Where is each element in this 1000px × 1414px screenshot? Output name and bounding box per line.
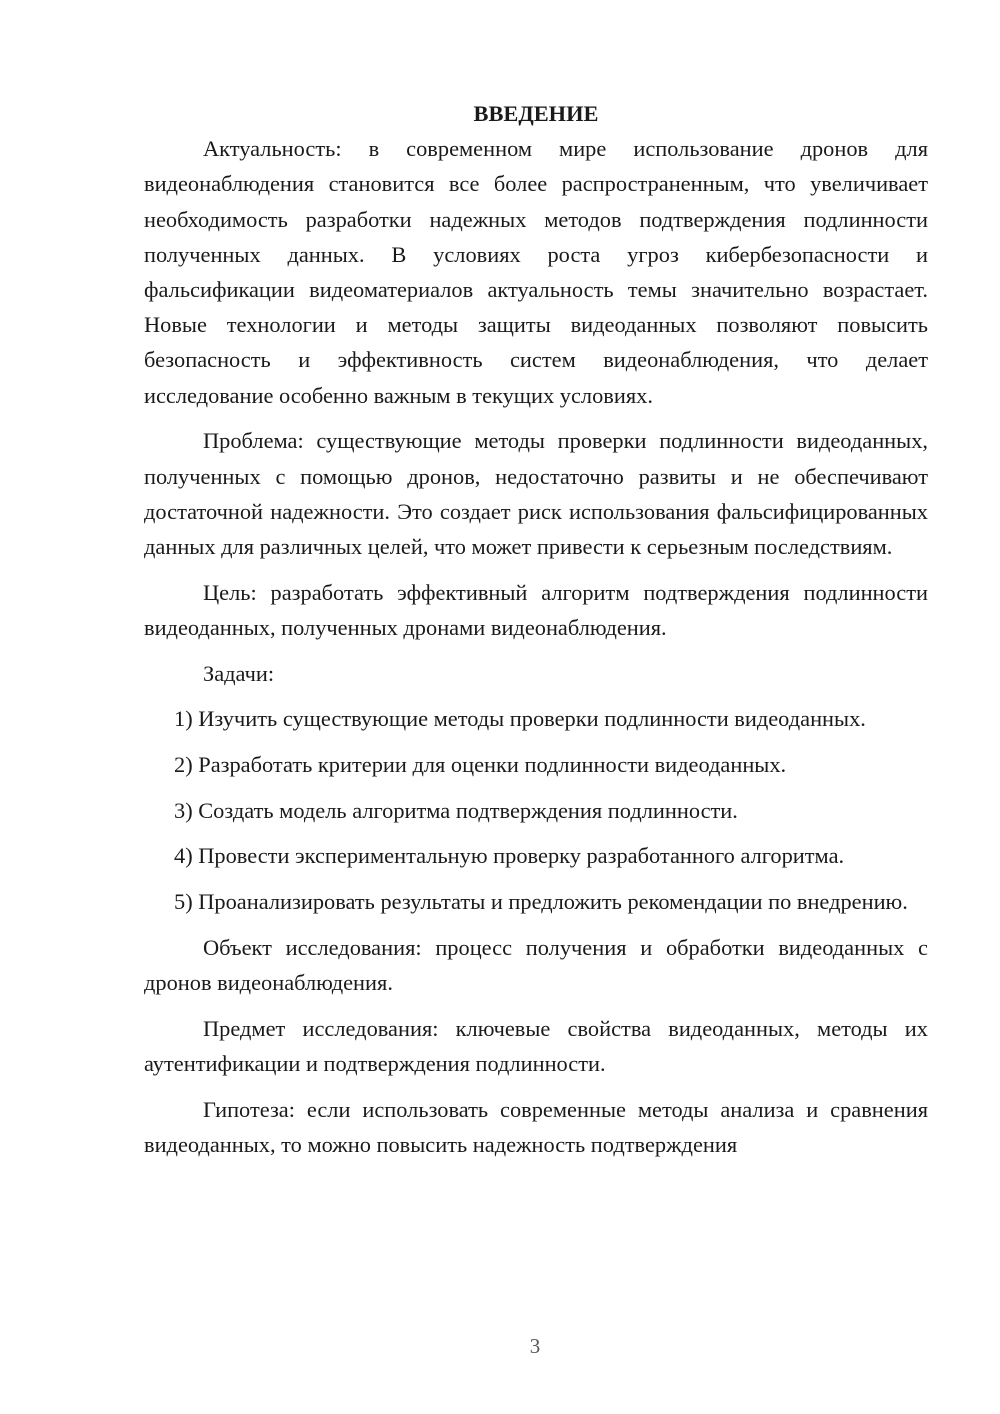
paragraph-object: Объект исследования: процесс получения и обработки видеоданных с дронов видеонаблюдения. [144, 934, 928, 995]
task-item-3: 3) Создать модель алгоритма подтверждения подлинности. [174, 797, 738, 823]
task-item-1: 1) Изучить существующие методы проверки подлинности видеоданных. [174, 706, 866, 732]
page-number: 3 [529, 1334, 541, 1358]
task-item-4: 4) Провести экспериментальную проверку разработанного алгоритма. [174, 843, 845, 869]
paragraph-hypothesis: Гипотеза: если использовать современные методы анализа и сравнения видеоданных, то можно повысить надежность подтверждения [144, 1096, 928, 1157]
task-item-5: 5) Проанализировать результаты и предложить рекомендации по внедрению. [174, 889, 908, 915]
page-heading: ВВЕДЕНИЕ [473, 101, 599, 126]
paragraph-relevance: Актуальность: в современном мире использование дронов для видеонаблюдения становится все более распространенным, что увеличивает необходимость разработки надежных методов подтверждения подлинности полученных данных. В условиях роста угроз кибербезопасности и фальсификации видеоматериалов актуальность темы значительно возрастает. Новые технологии и методы защиты видеоданных позволяют повысить безопасность и эффективность систем видеонаблюдения, что делает исследование особенно важным в текущих условиях. [144, 136, 928, 408]
paragraph-problem: Проблема: существующие методы проверки подлинности видеоданных, полученных с помощью дронов, недостаточно развиты и не обеспечивают достаточной надежности. Это создает риск использования фальсифицированных данных для различных целей, что может привести к серьезным последствиям. [144, 428, 928, 559]
tasks-heading: Задачи: [203, 660, 275, 686]
task-item-2: 2) Разработать критерии для оценки подлинности видеоданных. [174, 751, 787, 777]
paragraph-goal: Цель: разработать эффективный алгоритм подтверждения подлинности видеоданных, полученных дронами видеонаблюдения. [144, 579, 928, 640]
paragraph-subject: Предмет исследования: ключевые свойства видеоданных, методы их аутентификации и подтверждения подлинности. [144, 1015, 928, 1076]
page-content [144, 96, 928, 1162]
